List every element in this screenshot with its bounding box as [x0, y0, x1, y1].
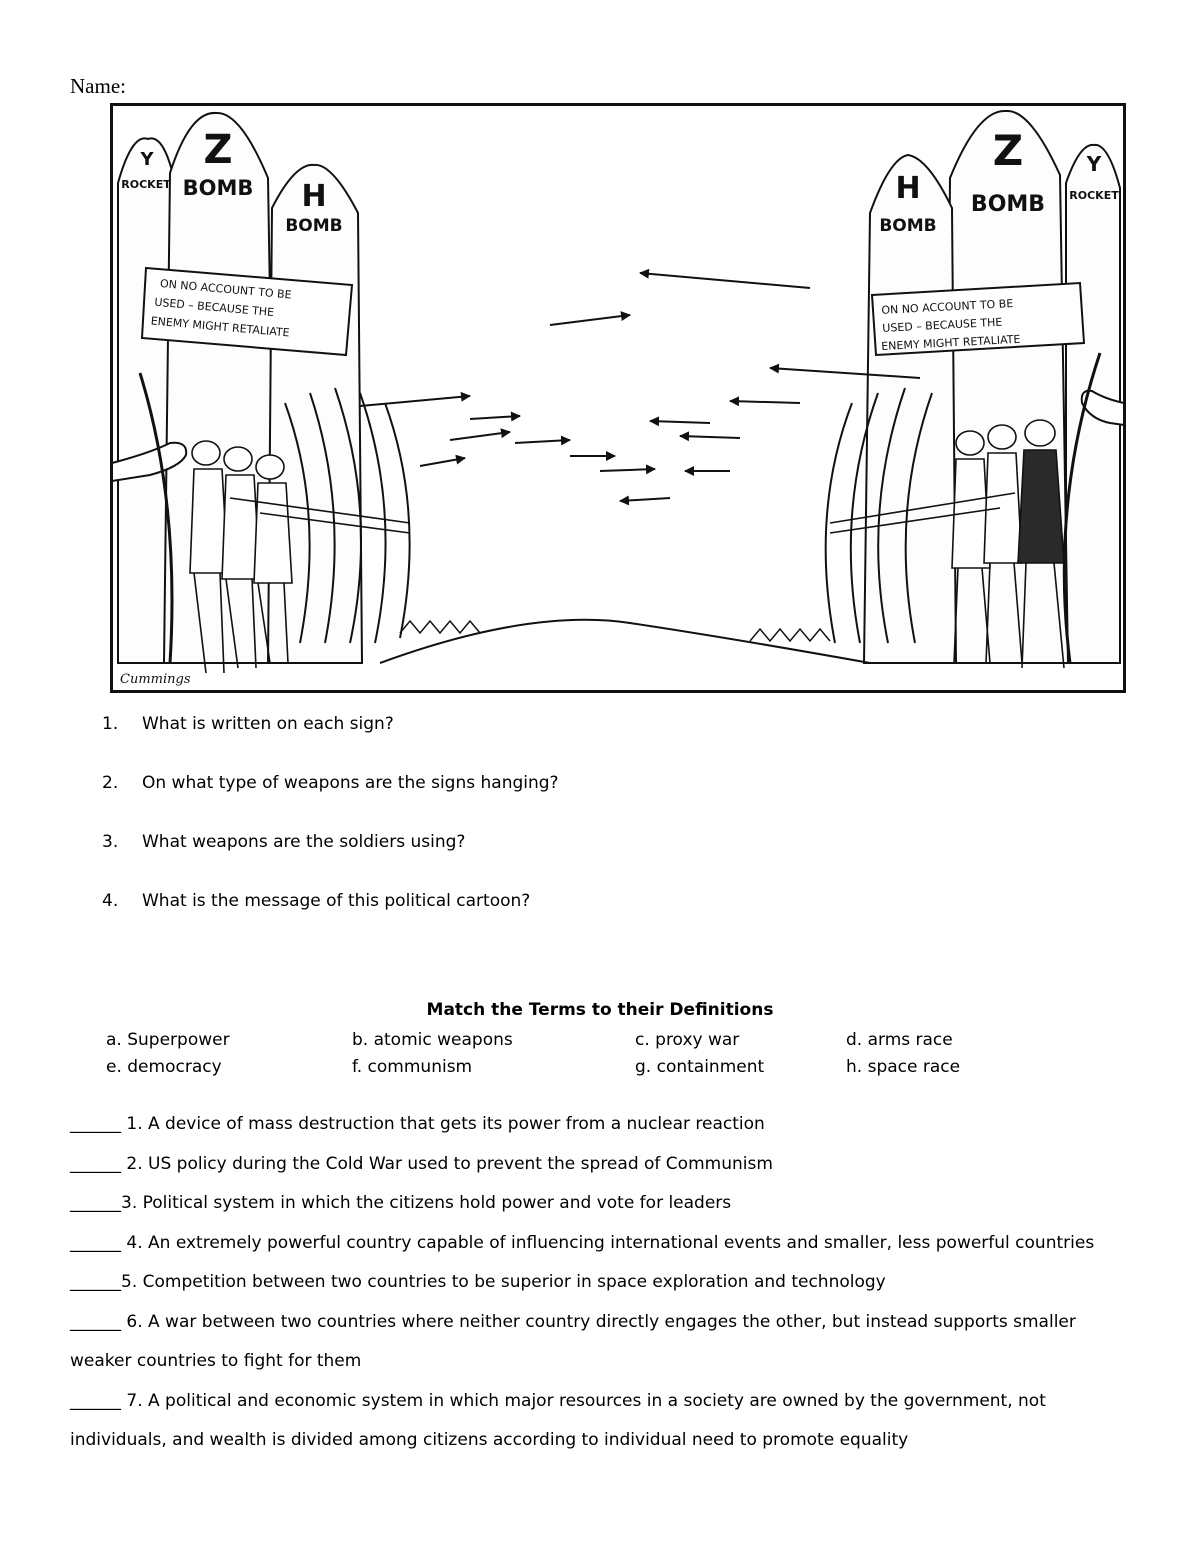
artist-signature: Cummings: [120, 672, 191, 687]
definition-line: ______ 2. US policy during the Cold War used to prevent the spread of Communism: [70, 1153, 773, 1174]
question-number: 3.: [102, 832, 119, 852]
left-h-letter: H: [301, 179, 327, 214]
question-item: [102, 889, 1102, 948]
term-superpower: a. Superpower: [106, 1030, 230, 1050]
definition-line-continued: individuals, and wealth is divided among citizens according to individual need to promote equality: [70, 1430, 909, 1450]
term-bank: [106, 1027, 1106, 1083]
matching-section-title: Match the Terms to their Definitions: [426, 1000, 774, 1020]
term-communism: f. communism: [352, 1057, 473, 1077]
left-h-label: BOMB: [285, 216, 343, 236]
right-warning-sign: [872, 283, 1084, 355]
definition-line: ______5. Competition between two countries to be superior in space exploration and technology: [70, 1272, 886, 1292]
question-text: What is the message of this political cartoon?: [142, 891, 531, 911]
right-sign-line-1: ON NO ACCOUNT TO BE: [881, 297, 1014, 317]
question-number: 1.: [102, 714, 119, 734]
definition-line-continued: weaker countries to fight for them: [70, 1351, 362, 1371]
term-democracy: e. democracy: [106, 1057, 222, 1077]
right-z-letter: Z: [992, 126, 1024, 175]
right-sign-line-3: ENEMY MIGHT RETALIATE: [880, 332, 1021, 353]
left-rocket-letter: Y: [140, 149, 154, 170]
left-rocket-label: ROCKET: [121, 178, 171, 191]
question-text: What is written on each sign?: [142, 714, 394, 734]
question-text: On what type of weapons are the signs hanging?: [142, 773, 559, 793]
right-rocket-letter: Y: [1086, 152, 1102, 176]
term-proxy-war: c. proxy war: [635, 1030, 740, 1050]
right-sign-line-2: USED – BECAUSE THE: [882, 315, 1003, 335]
political-cartoon: [110, 103, 1126, 693]
left-h-bomb: [268, 165, 362, 663]
left-sign-line-3: ENEMY MIGHT RETALIATE: [150, 314, 291, 340]
definition-line: ______ 6. A war between two countries where neither country directly engages the other, but instead supports smaller: [70, 1311, 1076, 1332]
term-arms-race: d. arms race: [846, 1030, 953, 1050]
question-item: [102, 771, 1102, 830]
left-sign-line-2: USED – BECAUSE THE: [153, 295, 275, 320]
definition-line: ______ 4. An extremely powerful country capable of influencing international events and smaller, less powerful countries: [70, 1232, 1095, 1253]
right-z-label: BOMB: [970, 192, 1046, 217]
term-containment: g. containment: [635, 1057, 765, 1077]
right-h-letter: H: [895, 171, 921, 206]
name-label: Name:: [70, 74, 126, 98]
definition-line: ______ 1. A device of mass destruction that gets its power from a nuclear reaction: [70, 1114, 765, 1134]
question-number: 2.: [102, 773, 119, 793]
term-space-race: h. space race: [846, 1057, 961, 1077]
left-sign-line-1: ON NO ACCOUNT TO BE: [159, 277, 293, 302]
cartoon-questions: [102, 712, 1102, 948]
question-number: 4.: [102, 891, 119, 911]
definition-line: ______3. Political system in which the citizens hold power and vote for leaders: [70, 1193, 732, 1213]
definition-line: ______ 7. A political and economic system in which major resources in a society are owned by the government, not: [70, 1390, 1046, 1411]
left-z-label: BOMB: [182, 176, 254, 200]
question-text: What weapons are the soldiers using?: [142, 832, 466, 852]
question-item: [102, 830, 1102, 889]
definitions-list: [70, 1105, 1140, 1461]
left-z-letter: Z: [203, 127, 233, 173]
right-rocket-label: ROCKET: [1069, 189, 1119, 202]
question-item: [102, 712, 1102, 771]
right-h-label: BOMB: [879, 216, 937, 236]
term-atomic-weapons: b. atomic weapons: [352, 1030, 513, 1050]
